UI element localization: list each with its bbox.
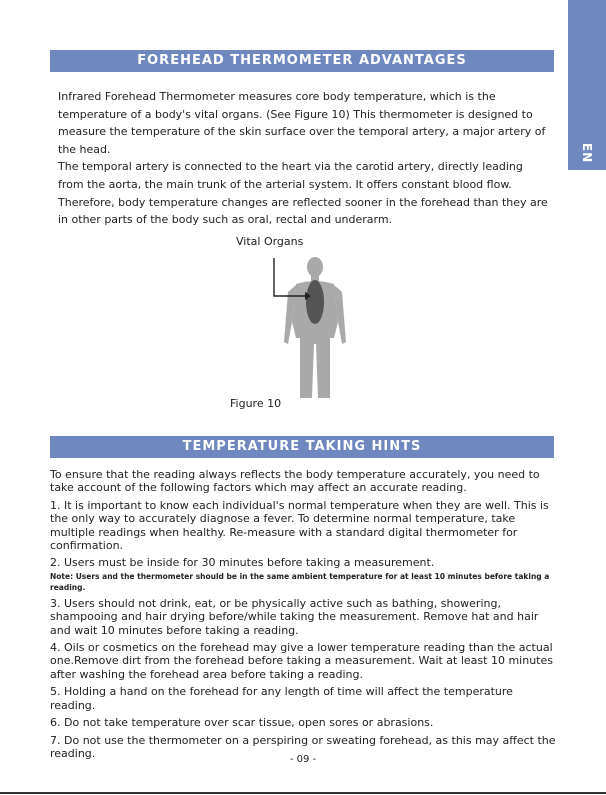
page-number: - 09 - xyxy=(289,754,317,765)
hint-item-5: 5. Holding a hand on the forehead for any length of time will affect the temperature reading. xyxy=(50,685,513,712)
section-header-advantages: FOREHEAD THERMOMETER ADVANTAGES xyxy=(50,50,554,72)
hint-note: Note: Users and the thermometer should be in the same ambient temperature for at least 10 minutes before taking a reading. xyxy=(50,571,550,592)
hint-item-1: 1. It is important to know each individual's normal temperature when they are well. This is the only way to accurately diagnose a fever. To determine normal temperature, take multiple readings when healthy. Re-measure with a standard digital thermometer for confirmation. xyxy=(50,498,549,553)
hints-intro: To ensure that the reading always reflects the body temperature accurately, you need to take account of the following factors which may affect an accurate reading. xyxy=(50,468,540,495)
hint-item-7: 7. Do not use the thermometer on a perspiring or sweating forehead, as this may affect the reading. xyxy=(50,733,556,760)
advantages-paragraph-2: The temporal artery is connected to the heart via the carotid artery, directly leading from the aorta, the main trunk of the arterial system. It offers constant blood flow. Therefore, body temperature changes are reflected sooner in the forehead than they are in other parts of the body such as oral, rectal and underarm. xyxy=(58,160,548,227)
bottom-divider xyxy=(0,792,606,794)
hint-item-2: 2. Users must be inside for 30 minutes before taking a measurement. xyxy=(50,556,435,570)
hint-item-4: 4. Oils or cosmetics on the forehead may give a lower temperature reading than the actual one.Remove dirt from the forehead before taking a measurement. Wait at least 10 minutes after washing the forehead area before taking a reading. xyxy=(50,641,553,681)
advantages-paragraph-1: Infrared Forehead Thermometer measures core body temperature, which is the temperature of a body's vital organs. (See Figure 10) This thermometer is designed to measure the temperature of the skin surface over the temporal artery, a major artery of the head. xyxy=(58,90,546,156)
vital-organs-highlight xyxy=(306,280,324,324)
body-silhouette xyxy=(284,257,346,398)
hints-text xyxy=(50,468,560,764)
hint-item-6: 6. Do not take temperature over scar tissue, open sores or abrasions. xyxy=(50,716,434,730)
section-header-hints: TEMPERATURE TAKING HINTS xyxy=(50,436,554,458)
hint-item-3: 3. Users should not drink, eat, or be physically active such as bathing, showering, shampooing and hair drying before/while taking the measurement. Remove hat and hair and wait 10 minutes before taking a reading. xyxy=(50,596,539,637)
figure-label-vital-organs: Vital Organs xyxy=(236,235,304,248)
language-tab-label: EN xyxy=(580,142,594,164)
advantages-text xyxy=(58,88,548,229)
human-body-illustration xyxy=(250,252,380,402)
figure-caption: Figure 10 xyxy=(230,397,282,410)
language-tab xyxy=(568,0,606,170)
